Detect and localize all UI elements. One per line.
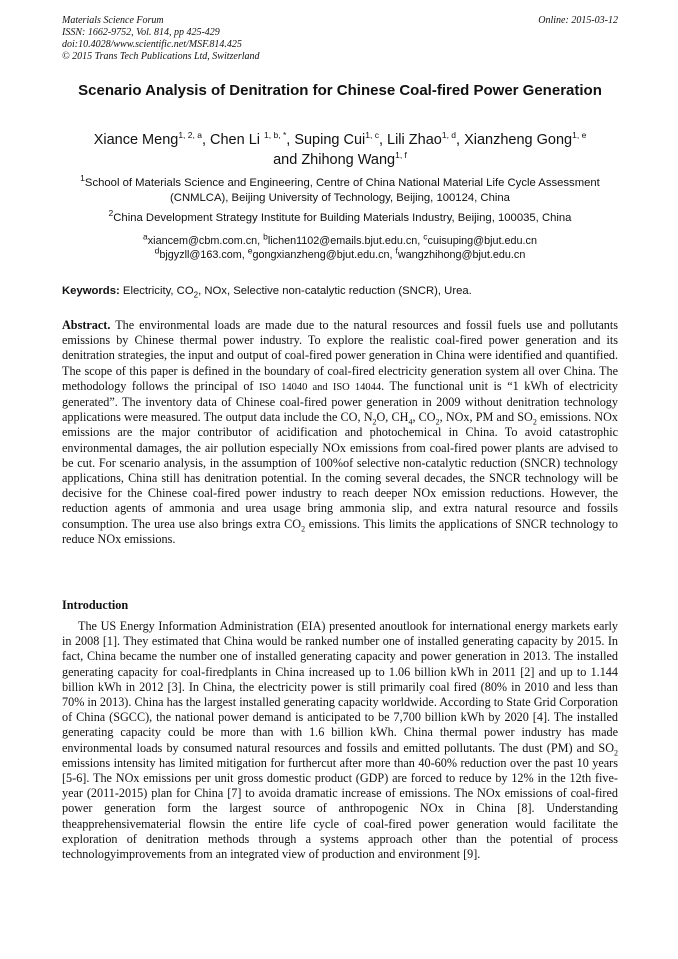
author-affil-sup: 1, c (365, 130, 379, 141)
email-address[interactable]: cuisuping@bjut.edu.cn (427, 235, 537, 247)
author-affil-sup: 1, f (395, 150, 407, 161)
keywords-text: Electricity, CO (119, 285, 194, 297)
affiliation-2 (62, 208, 618, 226)
doi-line: doi:10.4028/www.scientific.net/MSF.814.425 (62, 39, 242, 50)
abstract-text: , NOx, PM and SO (439, 410, 533, 425)
author-name: , Suping Cui (286, 132, 366, 148)
subscript: 4 (408, 417, 413, 427)
author-list (62, 130, 618, 170)
journal-header (62, 15, 618, 63)
affiliation-text: China Development Strategy Institute for Building Materials Industry, Beijing, 100035, China (113, 212, 572, 224)
email-marker: d (154, 245, 160, 256)
abstract-text: emissions. This limits the applications of SNCR technology to reduce NOx emissions. (62, 516, 618, 546)
abstract-text: O, CH (376, 410, 409, 425)
author-affil-sup: 1, b, * (264, 130, 287, 141)
email-address[interactable]: gongxianzheng@bjut.edu.cn, (252, 249, 393, 261)
email-marker: a (143, 231, 148, 242)
subscript: 2 (193, 290, 199, 300)
abstract (62, 318, 618, 547)
iso-standard: ISO 14040 and ISO 14044 (259, 381, 382, 393)
online-date: Online: 2015-03-12 (538, 15, 618, 26)
abstract-text: The environmental loads are made due to the natural resources and fossil fuels use and pollutants emissions by Chinese thermal power industry. To explore the realistic coal-fired power generation and its denitration strategies, the input and output of coal-fired power generation in China were identified and quantified. The scope of this paper is defined in the boundary of coal-fired electricity generation system all over China. The methodology follows the principal of (62, 318, 618, 393)
subscript: 2 (532, 417, 537, 427)
abstract-text: . The functional unit is “1 kWh of electricity generated”. The inventory data of Chinese coal-fired power generation in 2009 without denitration technology applications were measured. The output data include the CO, N (62, 378, 618, 425)
keywords (62, 284, 618, 298)
author-name: , Lili Zhao (378, 132, 442, 148)
email-address[interactable]: bjgyzll@163.com, (159, 249, 245, 261)
author-name: , Chen Li (201, 132, 265, 148)
email-address[interactable]: wangzhihong@bjut.edu.cn (397, 249, 526, 261)
body-text: emissions intensity has limited mitigation for furthercut after more than 40-60% reduction over the past 10 years [5-6]. The NOx emissions per unit gross domestic product (GDP) are forced to reduce by 12% in the 12th five-year (2011-2015) plan for China [7] to avoida dramatic increase of emissions. The NOx emissions of coal-fired power generation form the largest source of anthropogenic NOx in China [8]. Understanding theapprehensivematerial flowsin the entire life cycle of coal-fired power generation would facilitate the exploration of denitration methods through a systems approach other than the potential of process technologyimprovements from an integrated view of production and environment [9]. (62, 755, 618, 862)
email-marker: e (247, 245, 253, 256)
abstract-text: emissions. NOx emissions are the major contributor of acidification and photochemical in China. To avoid catastrophic environmental damages, the air pollution especially NOx emissions from coal-fired power plants are advised to be cut. For scenario analysis, in the assumption of 100%of selective non-catalytic reduction (SNCR) technology applications, China still has denitration potential. In the coming several decades, the SNCR technology will be decisive for the Chinese coal-fired power industry to reach deeper NOx emission reductions. However, the reduction agents of ammonia and urea usage bring ammonia slip, and extra natural resource and fossils consumption. The urea use also brings extra CO (62, 410, 619, 531)
author-name: and Zhihong Wang (273, 152, 396, 168)
email-address[interactable]: lichen1102@emails.bjut.edu.cn, (267, 235, 421, 247)
affiliation-text: School of Materials Science and Engineering, Centre of China National Material Life Cycle Assessment (CNMLCA), Beijing University of Technology, Beijing, 100124, China (84, 177, 600, 204)
journal-name: Materials Science Forum (62, 15, 164, 26)
author-emails (62, 231, 618, 262)
affiliation-number: 2 (108, 208, 114, 219)
abstract-label: Abstract. (62, 318, 111, 332)
email-marker: c (423, 231, 428, 242)
author-affil-sup: 1, e (572, 130, 587, 141)
author-affil-sup: 1, 2, a (178, 130, 202, 141)
paper-title: Scenario Analysis of Denitration for Chinese Coal-fired Power Generation (78, 82, 602, 99)
affiliation-1 (62, 173, 618, 206)
email-marker: f (395, 245, 398, 256)
email-marker: b (263, 231, 268, 242)
email-address[interactable]: xiancem@cbm.com.cn, (147, 235, 261, 247)
introduction-paragraph (62, 619, 618, 862)
body-text: The US Energy Information Administration (EIA) presented anoutlook for international energy markets early in 2008 [1]. They estimated that China would be ranked number one of installed generating capacity by 2015. In fact, China became the number one of installed generating capacity and power generation in 2013. The installed generating capacity for coal-firedplants in China increased up to 1.06 billion kWh in 2011 [2] and up to 1.144 billion kWh in 2012 [3]. In China, the electricity power is still primarily coal fired (80% in 2010 and less than 70% in 2013). China has the largest installed generating capacity worldwide. According to State Grid Corporation of China (SGCC), the national power demand is anticipated to be 7,700 billion kWh by 2020 [4]. The installed generating capacity could be more than with 1.6 billion kWh. China thermal power industry has made environmental loads by consumed natural resources and fossils and emitted pollutants. The dust (PM) and SO (62, 619, 618, 755)
author-name: Xiance Meng (93, 132, 179, 148)
affiliation-number: 1 (80, 173, 85, 184)
subscript: 2 (614, 748, 618, 758)
subscript: 2 (301, 524, 306, 534)
section-heading-introduction: Introduction (62, 598, 129, 612)
keywords-label: Keywords: (62, 285, 120, 297)
issn-line: ISSN: 1662-9752, Vol. 814, pp 425-429 (62, 27, 220, 38)
subscript: 2 (372, 417, 377, 427)
abstract-text: , CO (412, 410, 436, 425)
author-affil-sup: 1, d (441, 130, 457, 141)
author-name: , Xianzheng Gong (456, 132, 573, 148)
keywords-text: , NOx, Selective non-catalytic reduction (SNCR), Urea. (198, 285, 472, 297)
subscript: 2 (435, 417, 440, 427)
copyright-line: © 2015 Trans Tech Publications Ltd, Switzerland (62, 51, 260, 62)
